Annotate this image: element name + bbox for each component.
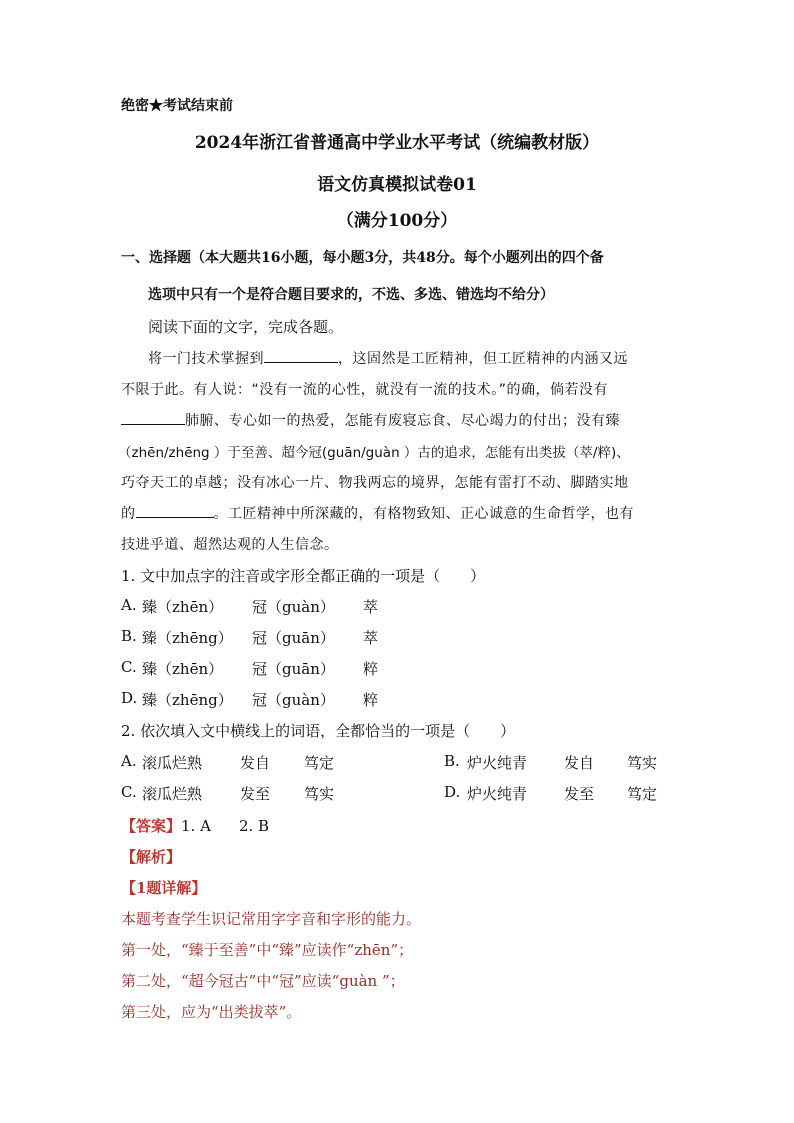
analysis-tag: 【解析】 xyxy=(121,848,182,866)
q2-option-word-1: 炉火纯青 xyxy=(467,785,528,803)
full-score: （满分100分） xyxy=(336,211,458,231)
passage-line-6 xyxy=(121,503,634,523)
answer-tag: 【答案】 xyxy=(121,817,182,835)
section-heading-line1: 一、选择题（本大题共16小题，每小题3分，共48分。每个小题列出的四个备 xyxy=(121,250,604,266)
q2-option-word-2: 发自 xyxy=(564,754,595,772)
q2-option-word-3: 笃实 xyxy=(304,785,335,803)
passage-text: 肺腑、专心如一的热爱，怎能有废寝忘食、尽心竭力的付出；没有臻 xyxy=(185,413,620,429)
option-char: 萃 xyxy=(363,598,379,616)
passage-text: 的 xyxy=(121,506,136,522)
answer-q2: 2. B xyxy=(238,817,270,835)
fill-blank-2 xyxy=(121,410,185,425)
passage-line-4: （zhēn/zhēng ）于至善、超今冠(guān/guàn ）古的追求，怎能有出类拔（萃/粹)、 xyxy=(118,445,630,461)
analysis-line: 本题考查学生识记常用字字音和字形的能力。 xyxy=(121,910,422,928)
secret-label: 绝密★考试结束前 xyxy=(121,98,233,114)
analysis-line: 第三处，应为“出类拔萃”。 xyxy=(121,1003,302,1021)
option-letter: B. xyxy=(121,627,137,645)
passage-text: 。工匠精神中所深藏的，有格物致知、正心诚意的生命哲学，也有 xyxy=(213,506,634,522)
option-pinyin-1: 臻（zhēn） xyxy=(142,598,224,616)
option-pinyin-2: 冠（guàn） xyxy=(252,598,335,616)
exam-subtitle: 语文仿真模拟试卷01 xyxy=(317,175,477,195)
passage-line-3 xyxy=(121,410,620,430)
option-pinyin-2: 冠（guān） xyxy=(252,629,335,647)
q2-option-word-2: 发至 xyxy=(240,785,271,803)
exam-title: 2024年浙江省普通高中学业水平考试（统编教材版） xyxy=(194,133,600,153)
passage-line-1 xyxy=(148,348,628,368)
q1-option-c xyxy=(121,658,137,676)
reading-instruction: 阅读下面的文字，完成各题。 xyxy=(148,318,344,336)
question-1-stem: 1. 文中加点字的注音或字形全都正确的一项是（ ） xyxy=(121,567,486,585)
q1-option-d xyxy=(121,689,137,707)
q2-option-word-3: 笃定 xyxy=(304,754,335,772)
fill-blank-3 xyxy=(136,503,214,518)
answer-row xyxy=(121,815,269,836)
option-pinyin-1: 臻（zhēng） xyxy=(142,691,233,709)
passage-line-7: 技进乎道、超然达观的人生信念。 xyxy=(121,537,339,553)
analysis-line: 第二处，“超今冠古”中“冠”应读“guàn ”； xyxy=(121,972,405,990)
option-letter: D. xyxy=(121,689,138,707)
q2-option-a-letter: A. xyxy=(121,752,137,770)
option-char: 萃 xyxy=(363,629,379,647)
option-pinyin-2: 冠（guàn） xyxy=(252,691,335,709)
q2-option-word-3: 笃定 xyxy=(627,785,658,803)
q2-option-word-1: 滚瓜烂熟 xyxy=(142,785,203,803)
option-pinyin-1: 臻（zhēn） xyxy=(142,660,224,678)
option-pinyin-1: 臻（zhēng） xyxy=(142,629,233,647)
fill-blank-1 xyxy=(264,348,338,363)
q1-option-b xyxy=(121,627,137,645)
q2-option-word-3: 笃实 xyxy=(627,754,658,772)
option-pinyin-2: 冠（guān） xyxy=(252,660,335,678)
analysis-line: 第一处，“臻于至善”中“臻”应读作“zhēn”； xyxy=(121,941,414,959)
q2-option-d-letter: D. xyxy=(444,783,461,801)
question-2-stem: 2. 依次填入文中横线上的词语，全都恰当的一项是（ ） xyxy=(121,722,516,740)
q2-option-word-1: 炉火纯青 xyxy=(467,754,528,772)
passage-line-5: 巧夺天工的卓越；没有冰心一片、物我两忘的境界，怎能有雷打不动、脚踏实地 xyxy=(121,475,629,491)
q2-option-word-2: 发自 xyxy=(240,754,271,772)
q1-option-a xyxy=(121,596,137,614)
q2-option-word-1: 滚瓜烂熟 xyxy=(142,754,203,772)
passage-line-2: 不限于此。有人说：“没有一流的心性，就没有一流的技术。”的确，倘若没有 xyxy=(121,382,609,398)
option-char: 粹 xyxy=(363,691,379,709)
q2-option-word-2: 发至 xyxy=(564,785,595,803)
option-char: 粹 xyxy=(363,660,379,678)
q2-option-b-letter: B. xyxy=(444,752,460,770)
option-letter: A. xyxy=(121,596,137,614)
passage-text: 将一门技术掌握到 xyxy=(148,351,264,367)
option-letter: C. xyxy=(121,658,137,676)
detail-tag: 【1题详解】 xyxy=(121,879,207,897)
q2-option-c-letter: C. xyxy=(121,783,137,801)
passage-text: ，这固然是工匠精神，但工匠精神的内涵又远 xyxy=(338,351,628,367)
answer-q1: 1. A xyxy=(181,817,211,835)
section-heading-line2: 选项中只有一个是符合题目要求的，不选、多选、错选均不给分） xyxy=(148,287,554,303)
